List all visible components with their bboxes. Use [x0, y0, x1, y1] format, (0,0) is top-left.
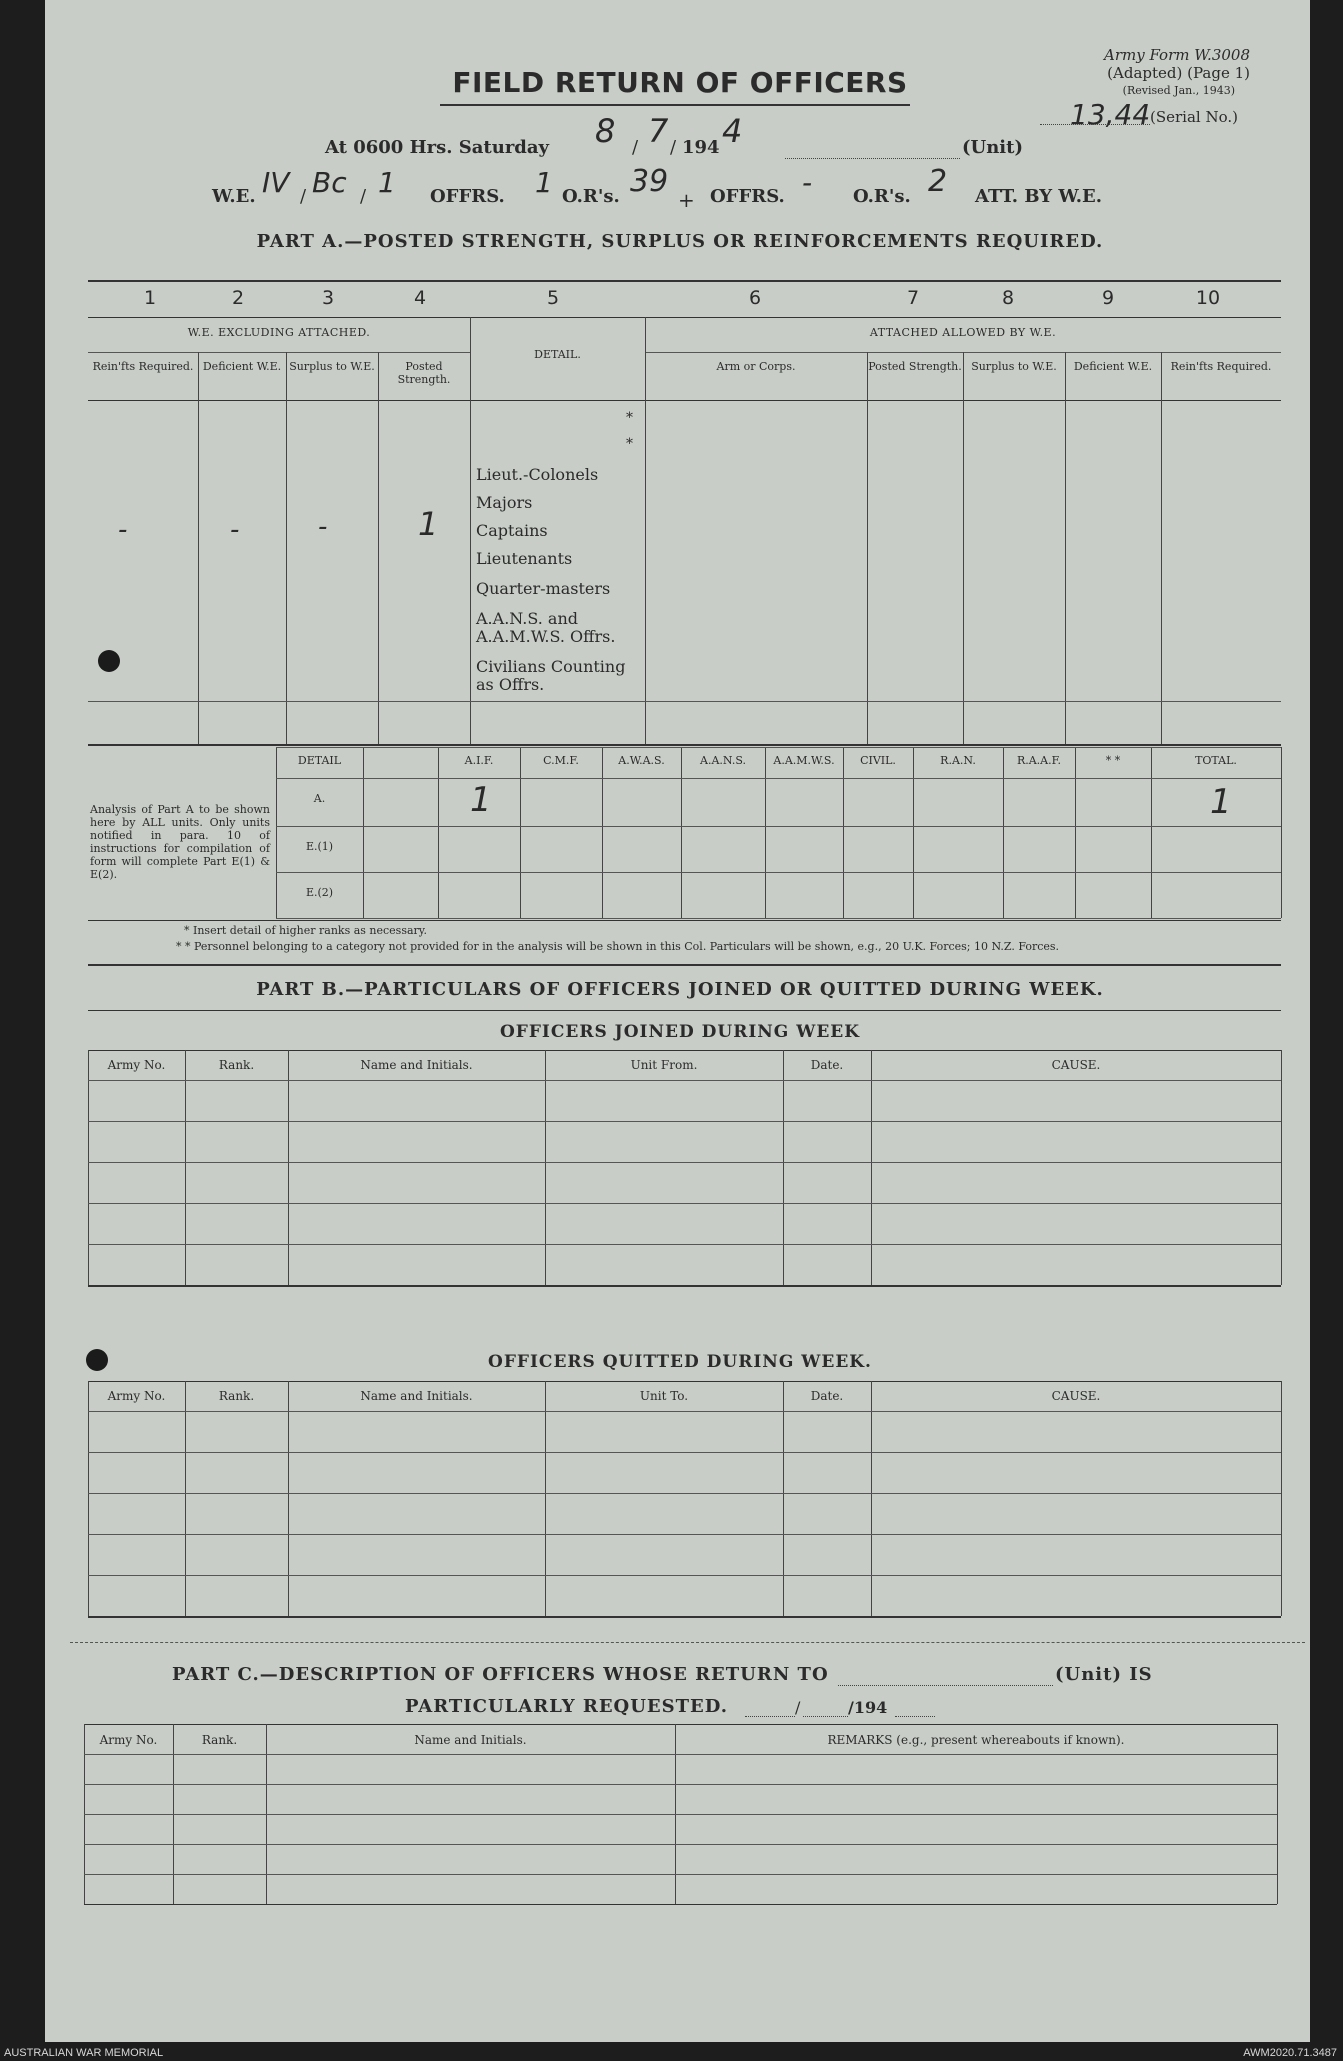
- analysis-head-12: TOTAL.: [1195, 754, 1237, 767]
- date-month: 7: [648, 112, 669, 150]
- offrs2-value: -: [802, 166, 813, 199]
- part-a-col-head-5: Arm or Corps.: [716, 360, 796, 373]
- col-number-1: 1: [143, 287, 157, 309]
- part-a-heading: PART A.—POSTED STRENGTH, SURPLUS OR REINFORCEMENTS REQUIRED.: [256, 231, 1104, 252]
- part-c-col-1: Army No.: [99, 1733, 158, 1747]
- quitted-title: OFFICERS QUITTED DURING WEEK.: [488, 1352, 872, 1372]
- at-time-label: At 0600 Hrs. Saturday: [325, 137, 550, 158]
- analysis-head-4: C.M.F.: [543, 754, 579, 767]
- we-value-2: Bc: [312, 166, 347, 199]
- analysis-head-6: A.A.N.S.: [700, 754, 746, 767]
- rank-2: Majors: [476, 493, 533, 512]
- ors2-label: O.R's.: [853, 186, 911, 207]
- offrs-label: OFFRS.: [430, 186, 505, 207]
- analysis-row-2: E.(1): [305, 840, 334, 853]
- date-day: 8: [595, 112, 616, 150]
- analysis-head-11: * *: [1105, 754, 1121, 767]
- rank-7: Civilians Counting as Offrs.: [476, 657, 626, 694]
- col-number-10: 10: [1195, 287, 1221, 309]
- attached-allowed-header: ATTACHED ALLOWED BY W.E.: [869, 326, 1057, 339]
- deficient-entry: -: [230, 515, 240, 545]
- analysis-row-1: A.: [313, 792, 326, 805]
- col-number-4: 4: [413, 287, 427, 309]
- joined-col-5: Date.: [810, 1058, 844, 1072]
- quitted-col-5: Date.: [810, 1389, 844, 1403]
- we-excluding-header: W.E. EXCLUDING ATTACHED.: [187, 326, 371, 339]
- asterisk-2: *: [626, 436, 633, 452]
- detail-header: DETAIL.: [534, 348, 581, 361]
- asterisk-1: *: [626, 410, 633, 426]
- offrs2-label: OFFRS.: [710, 186, 785, 207]
- date-year-prefix: 194: [682, 137, 720, 158]
- joined-col-4: Unit From.: [630, 1058, 698, 1072]
- ors-value: 39: [630, 164, 669, 199]
- analysis-row-3: E.(2): [305, 886, 334, 899]
- part-a-col-head-3: Surplus to W.E.: [289, 360, 375, 373]
- att-label: ATT. BY W.E.: [975, 186, 1103, 207]
- analysis-head-5: A.W.A.S.: [618, 754, 665, 767]
- part-b-heading: PART B.—PARTICULARS OF OFFICERS JOINED OR QUITTED DURING WEEK.: [256, 979, 1104, 1000]
- offrs-value: 1: [535, 166, 553, 199]
- rank-4: Lieutenants: [476, 549, 573, 568]
- plus-sign: +: [678, 188, 695, 212]
- col-number-9: 9: [1101, 287, 1115, 309]
- col-number-6: 6: [748, 287, 762, 309]
- part-a-col-head-1: Rein'fts Required.: [92, 360, 194, 373]
- form-adapted: (Adapted) (Page 1): [1107, 64, 1250, 82]
- ors2-value: 2: [928, 164, 948, 199]
- footer-right: AWM2020.71.3487: [1243, 2047, 1337, 2059]
- col-number-7: 7: [906, 287, 920, 309]
- we-value-1: IV: [262, 166, 290, 199]
- page-title: FIELD RETURN OF OFFICERS: [452, 66, 908, 99]
- part-c-year: /194: [848, 1698, 888, 1717]
- footnote-1: * Insert detail of higher ranks as necessary.: [184, 924, 428, 937]
- date-year-digit: 4: [722, 112, 743, 150]
- part-c-col-2: Rank.: [201, 1733, 238, 1747]
- part-c-heading-2: PARTICULARLY REQUESTED.: [405, 1696, 728, 1717]
- part-c-col-3: Name and Initials.: [414, 1733, 527, 1747]
- analysis-head-7: A.A.M.W.S.: [773, 754, 835, 767]
- joined-col-6: CAUSE.: [1051, 1058, 1101, 1072]
- part-a-col-head-6: Posted Strength.: [868, 360, 962, 373]
- total-a-entry: 1: [1210, 782, 1232, 822]
- col-number-2: 2: [231, 287, 245, 309]
- analysis-head-10: R.A.A.F.: [1016, 754, 1062, 767]
- analysis-head-8: CIVIL.: [860, 754, 896, 767]
- reinfts-required-entry: -: [118, 515, 128, 545]
- punch-hole-upper: [98, 650, 120, 672]
- serial-label: (Serial No.): [1150, 108, 1238, 126]
- analysis-head-9: R.A.N.: [940, 754, 976, 767]
- joined-title: OFFICERS JOINED DURING WEEK: [499, 1022, 861, 1042]
- joined-col-2: Rank.: [218, 1058, 255, 1072]
- part-c-col-4: REMARKS (e.g., present whereabouts if known).: [827, 1733, 1125, 1747]
- we-label: W.E.: [212, 186, 256, 207]
- quitted-col-3: Name and Initials.: [360, 1389, 473, 1403]
- rank-1: Lieut.-Colonels: [476, 465, 599, 484]
- form-revised: (Revised Jan., 1943): [1122, 84, 1235, 97]
- surplus-entry: -: [318, 512, 328, 542]
- rank-6: A.A.N.S. and A.A.M.W.S. Offrs.: [476, 609, 616, 646]
- ors-label: O.R's.: [562, 186, 620, 207]
- part-a-col-head-9: Rein'fts Required.: [1170, 360, 1272, 373]
- footnote-2: * * Personnel belonging to a category not provided for in the analysis will be shown in this Col. Particulars will be shown, e.g., 20 U.K. Forces; 10 N.Z. Forces.: [176, 940, 1060, 953]
- analysis-head-3: A.I.F.: [464, 754, 494, 767]
- quitted-col-2: Rank.: [218, 1389, 255, 1403]
- analysis-head-1: DETAIL: [297, 754, 342, 767]
- form-id: Army Form W.3008: [1104, 46, 1250, 64]
- unit-label: (Unit): [962, 137, 1023, 158]
- serial-value: 13,44: [1070, 98, 1151, 131]
- part-c-heading-1: PART C.—DESCRIPTION OF OFFICERS WHOSE RETURN TO: [172, 1664, 829, 1685]
- we-value-3: 1: [378, 166, 396, 199]
- analysis-note: Analysis of Part A to be shown here by ALL units. Only units notified in para. 10 of instructions for compilation of form will complete Part E(1) & E(2).: [90, 803, 270, 881]
- posted-strength-entry: 1: [418, 505, 439, 543]
- punch-hole-lower: [86, 1349, 108, 1371]
- joined-col-3: Name and Initials.: [360, 1058, 473, 1072]
- col-number-3: 3: [321, 287, 335, 309]
- part-a-col-head-2: Deficient W.E.: [202, 360, 282, 373]
- part-a-col-head-7: Surplus to W.E.: [971, 360, 1057, 373]
- footer-left: AUSTRALIAN WAR MEMORIAL: [4, 2047, 164, 2059]
- quitted-col-4: Unit To.: [639, 1389, 689, 1403]
- col-number-8: 8: [1001, 287, 1015, 309]
- rank-3: Captains: [476, 521, 548, 540]
- joined-col-1: Army No.: [107, 1058, 166, 1072]
- part-c-unit-is: (Unit) IS: [1055, 1664, 1153, 1685]
- quitted-col-6: CAUSE.: [1051, 1389, 1101, 1403]
- quitted-col-1: Army No.: [107, 1389, 166, 1403]
- part-a-col-head-4: Posted Strength.: [397, 360, 451, 386]
- part-a-col-head-8: Deficient W.E.: [1073, 360, 1153, 373]
- aif-a-entry: 1: [470, 780, 492, 820]
- rank-5: Quarter-masters: [476, 579, 611, 598]
- col-number-5: 5: [546, 287, 560, 309]
